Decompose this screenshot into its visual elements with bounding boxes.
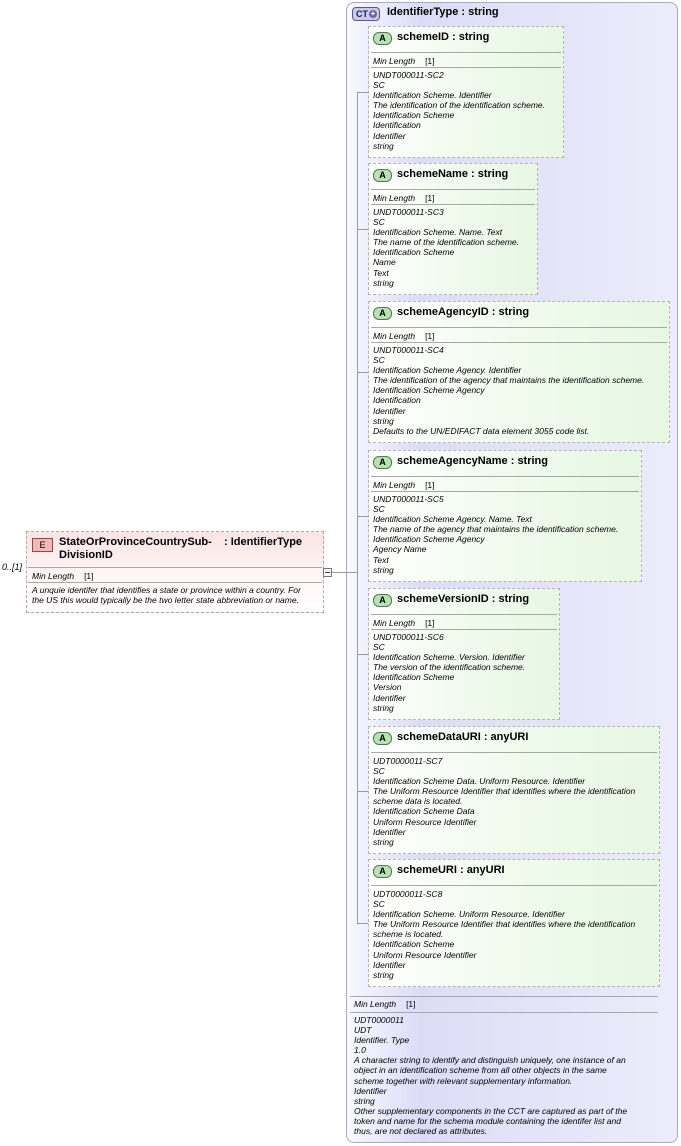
element-facet: Min Length [1] [32,571,94,581]
attribute-box-schemeversionid[interactable] [368,588,560,720]
complex-type-facet: Min Length [1] [354,999,416,1009]
attribute-box-schemeuri[interactable] [368,859,660,987]
attribute-documentation: UNDT000011-SC5 SC Identification Scheme Agency. Name. Text The name of the agency that maintains the identification scheme. Identification Scheme Agency Agency Name Text string [373,494,619,575]
attribute-badge: A [373,307,392,320]
expand-plus-icon: + [370,9,376,18]
attribute-connector-branch [357,654,368,655]
element-name: StateOrProvinceCountrySub- DivisionID [59,536,212,561]
complex-type-badge [352,7,380,21]
attribute-facet: Min Length [1] [373,331,435,341]
attribute-box-schemename[interactable] [368,163,538,295]
collapse-minus-icon[interactable] [323,568,332,577]
attribute-box-schemeid[interactable] [368,26,564,158]
element-occurrence: 0..[1] [2,562,23,572]
divider [350,1012,658,1013]
attribute-title: schemeURI : anyURI [397,864,505,876]
attribute-title: schemeDataURI : anyURI [397,731,529,743]
attribute-documentation: UNDT000011-SC3 SC Identification Scheme. Name. Text The name of the identification scheme. Identification Scheme Name Text string [373,207,519,288]
attribute-connector-branch [357,923,368,924]
complex-type-documentation: UDT0000011 UDT Identifier. Type 1.0 A character string to identify and distinguish uniquely, one instance of an object in an identification scheme from all other objects in the same scheme together with relevant supplementary information. Identifier string Other supplementary components in the CCT are captured as part of the token and name for the schema module containing the identifer list and thus, are not declared as attributes. [354,1015,628,1137]
attribute-title: schemeAgencyName : string [397,455,548,467]
attribute-connector-branch [357,372,368,373]
attribute-connector-branch [357,229,368,230]
attribute-title: schemeVersionID : string [397,593,530,605]
attribute-connector-trunk [357,92,358,923]
divider [28,582,322,583]
element-type: : IdentifierType [224,536,303,548]
attribute-title: schemeAgencyID : string [397,306,530,318]
attribute-documentation: UDT0000011-SC8 SC Identification Scheme. Uniform Resource. Identifier The Uniform Resource Identifier that identifies where the identification scheme is located. Identification Scheme Uniform Resource Identifier Identifier string [373,889,636,980]
complex-type-badge-label: CT [356,9,368,19]
attribute-documentation: UNDT000011-SC2 SC Identification Scheme. Identifier The identification of the identification scheme. Identification Scheme Identification Identifier string [373,70,545,151]
attribute-documentation: UNDT000011-SC4 SC Identification Scheme Agency. Identifier The identification of the agency that maintains the identification scheme. Identification Scheme Agency Identification Identifier string Defaults to the UN/EDIFACT data element 3055 code list. [373,345,645,436]
attribute-documentation: UDT0000011-SC7 SC Identification Scheme Data. Uniform Resource. Identifier The Uniform Resource Identifier that identifies where the identification scheme data is located. Identification Scheme Data Uniform Resource Identifier Identifier string [373,756,636,847]
attribute-connector-branch [357,791,368,792]
element-badge: E [32,538,53,552]
element-to-type-connector [331,572,358,573]
attribute-box-schemedatauri[interactable] [368,726,660,854]
element-documentation: A unquie identifer that identifies a state or province within a country. For the US this would typically be the two letter state abbreviation or name. [32,585,301,606]
attribute-badge: A [373,594,392,607]
attribute-badge: A [373,456,392,469]
attribute-badge: A [373,32,392,45]
attribute-connector-branch [357,516,368,517]
divider [28,567,322,568]
attribute-badge: A [373,732,392,745]
attribute-facet: Min Length [1] [373,480,435,490]
attribute-box-schemeagencyname[interactable] [368,450,642,582]
attribute-title: schemeName : string [397,168,509,180]
attribute-facet: Min Length [1] [373,618,435,628]
attribute-documentation: UNDT000011-SC6 SC Identification Scheme. Version. Identifier The version of the identification scheme. Identification Scheme Version Identifier string [373,632,526,713]
divider [350,996,658,997]
attribute-box-schemeagencyid[interactable] [368,301,670,443]
attribute-facet: Min Length [1] [373,193,435,203]
attribute-facet: Min Length [1] [373,56,435,66]
attribute-title: schemeID : string [397,31,490,43]
attribute-connector-branch [357,92,368,93]
attribute-badge: A [373,865,392,878]
complex-type-title: IdentifierType : string [387,6,499,18]
attribute-badge: A [373,169,392,182]
